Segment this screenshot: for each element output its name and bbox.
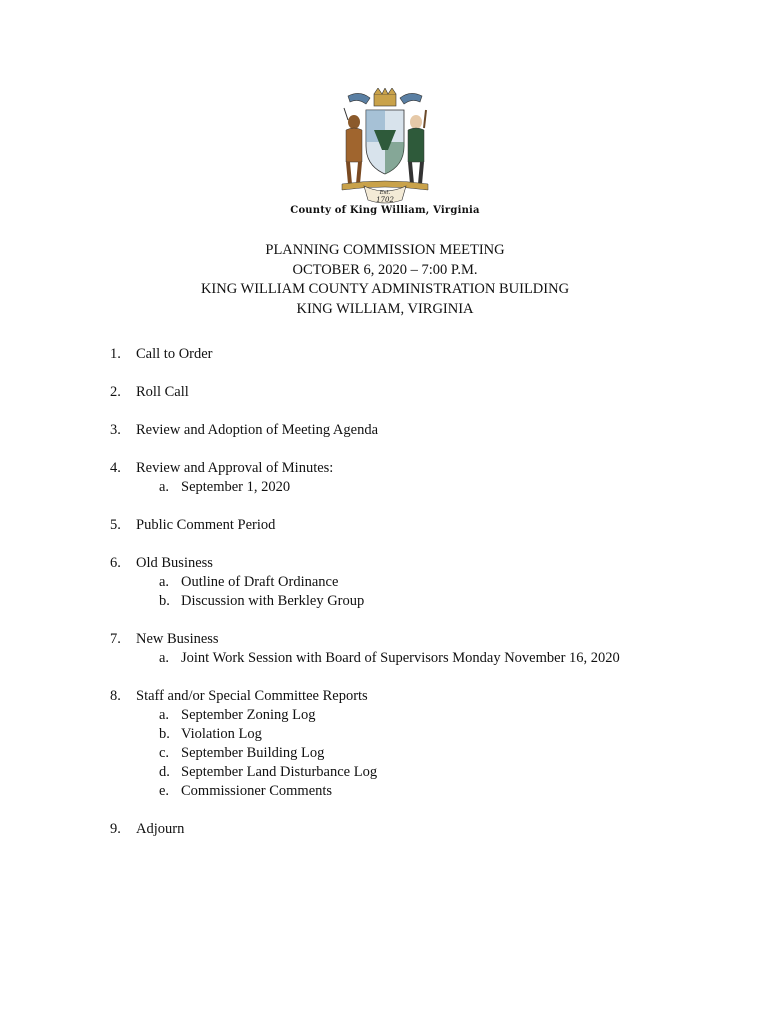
agenda-item <box>110 421 750 440</box>
agenda-subitem-letter: e. <box>159 783 170 799</box>
meeting-date-time: OCTOBER 6, 2020 – 7:00 P.M. <box>292 261 478 278</box>
agenda-subitem-letter: a. <box>159 707 170 723</box>
agenda-item <box>110 687 750 801</box>
agenda-item <box>110 459 750 497</box>
agenda-subitem-label: Commissioner Comments <box>181 783 333 799</box>
agenda-subitem-label: September Land Disturbance Log <box>181 764 378 780</box>
agenda-subitems <box>136 649 750 668</box>
county-name-wordmark: County of King William, Virginia <box>290 205 480 216</box>
county-seal-logo <box>330 88 440 208</box>
agenda-item-label: Roll Call <box>136 384 189 400</box>
agenda-item <box>110 345 750 364</box>
agenda-subitem-label: Outline of Draft Ordinance <box>181 574 339 590</box>
meeting-city: KING WILLIAM, VIRGINIA <box>296 300 474 317</box>
agenda-subitem <box>136 573 750 592</box>
agenda-item-label: Review and Approval of Minutes: <box>136 460 334 476</box>
agenda-subitem-label: September Zoning Log <box>181 707 316 723</box>
meeting-heading <box>0 241 770 319</box>
agenda-item-number: 8. <box>110 688 121 704</box>
agenda-subitem-letter: d. <box>159 764 170 780</box>
agenda-item-number: 4. <box>110 460 121 476</box>
agenda-item-label: Call to Order <box>136 346 213 362</box>
agenda-subitem-label: Violation Log <box>181 726 262 742</box>
agenda-item-label: Adjourn <box>136 821 185 837</box>
agenda-item-number: 2. <box>110 384 121 400</box>
agenda-subitem-letter: c. <box>159 745 170 761</box>
agenda-item <box>110 630 750 668</box>
agenda-subitem <box>136 725 750 744</box>
agenda-subitem <box>136 592 750 611</box>
agenda-subitem-letter: a. <box>159 479 170 495</box>
agenda-subitem <box>136 782 750 801</box>
agenda-subitem-label: September Building Log <box>181 745 325 761</box>
agenda-subitem-label: September 1, 2020 <box>181 479 291 495</box>
agenda-subitems <box>136 478 750 497</box>
agenda-item-number: 9. <box>110 821 121 837</box>
agenda-item <box>110 554 750 611</box>
agenda-item <box>110 820 750 839</box>
agenda-item-number: 5. <box>110 517 121 533</box>
agenda-subitem-letter: a. <box>159 574 170 590</box>
agenda-item-label: Old Business <box>136 555 213 571</box>
agenda-item <box>110 383 750 402</box>
agenda-subitems <box>136 706 750 801</box>
svg-text:1702: 1702 <box>376 196 394 204</box>
agenda-subitem-letter: b. <box>159 593 170 609</box>
agenda-item-label: Staff and/or Special Committee Reports <box>136 688 368 704</box>
meeting-title: PLANNING COMMISSION MEETING <box>265 242 505 258</box>
agenda-subitem <box>136 706 750 725</box>
agenda-item-number: 3. <box>110 422 121 438</box>
agenda-item-label: Public Comment Period <box>136 517 276 533</box>
meeting-location: KING WILLIAM COUNTY ADMINISTRATION BUILDING <box>200 281 570 297</box>
agenda-list <box>110 345 750 858</box>
agenda-item-label: Review and Adoption of Meeting Agenda <box>136 422 379 438</box>
agenda-item-number: 7. <box>110 631 121 647</box>
agenda-item-number: 1. <box>110 346 121 362</box>
agenda-item-number: 6. <box>110 555 121 571</box>
agenda-subitem-letter: b. <box>159 726 170 742</box>
agenda-subitem-letter: a. <box>159 650 170 666</box>
agenda-subitem <box>136 649 750 668</box>
agenda-subitem <box>136 744 750 763</box>
agenda-item-label: New Business <box>136 631 219 647</box>
agenda-subitem-label: Joint Work Session with Board of Supervisors Monday November 16, 2020 <box>181 650 620 666</box>
agenda-item <box>110 516 750 535</box>
agenda-subitems <box>136 573 750 611</box>
svg-text:Est.: Est. <box>379 190 391 196</box>
agenda-subitem <box>136 478 750 497</box>
agenda-subitem <box>136 763 750 782</box>
agenda-subitem-label: Discussion with Berkley Group <box>181 593 365 609</box>
